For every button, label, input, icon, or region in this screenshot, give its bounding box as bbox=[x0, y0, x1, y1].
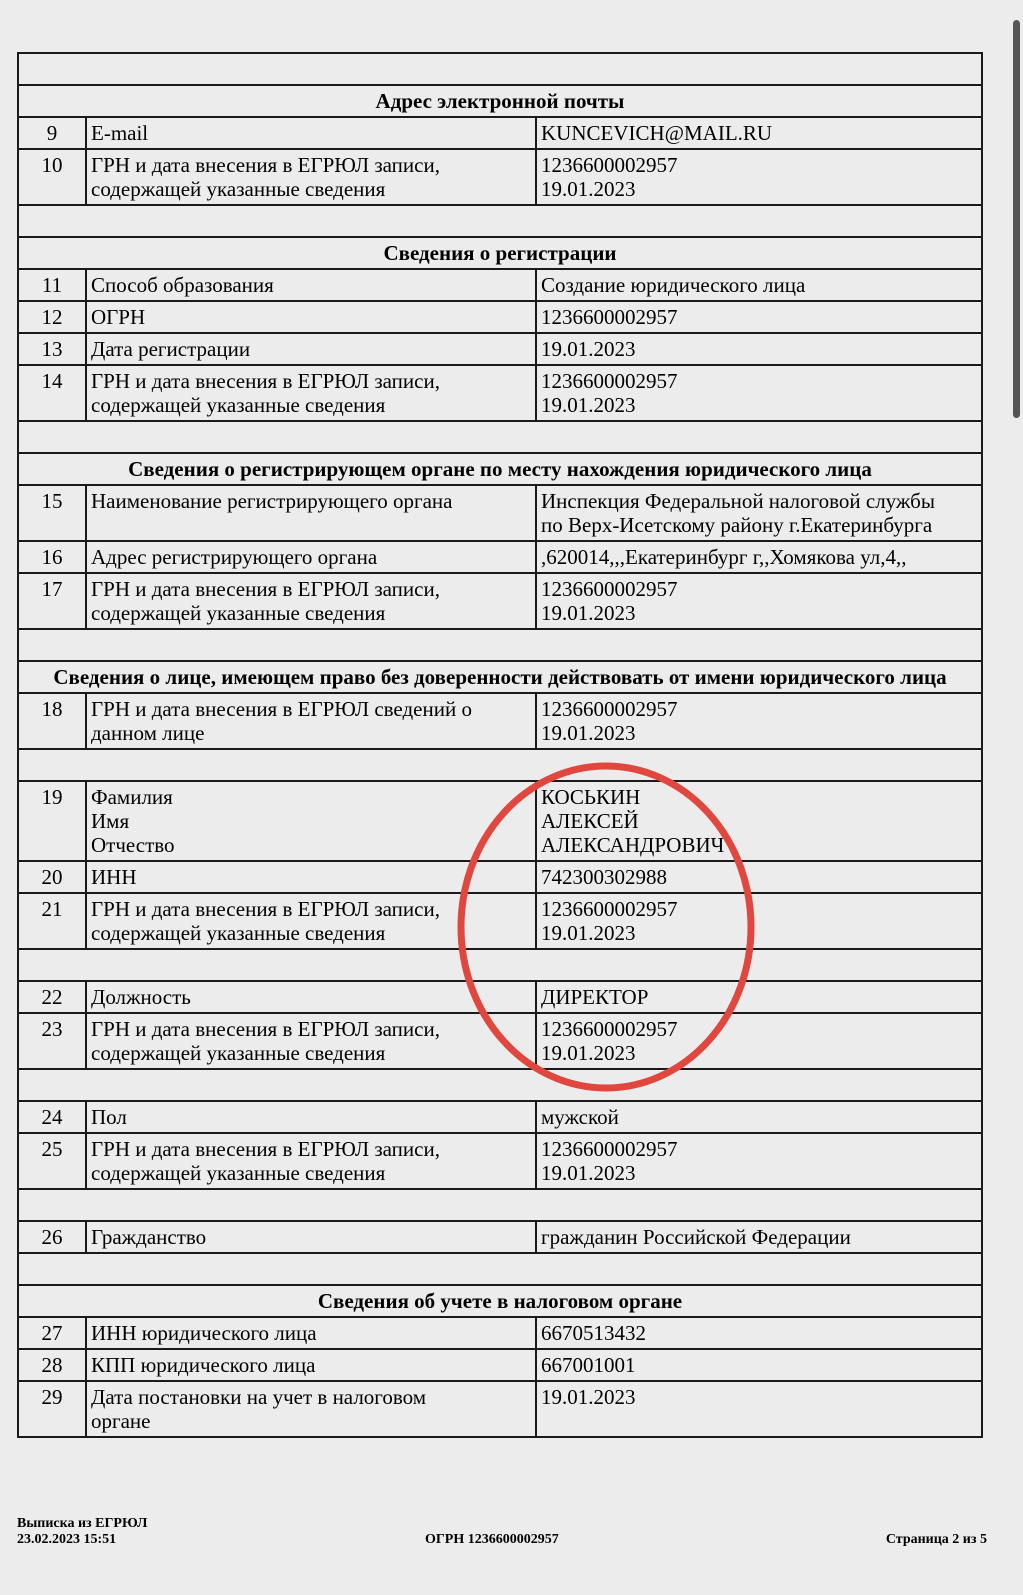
table-row bbox=[18, 861, 982, 893]
date-value: 19.01.2023 bbox=[541, 393, 636, 417]
blank-row bbox=[18, 53, 982, 85]
table-row bbox=[18, 1013, 982, 1069]
row-label: Пол bbox=[86, 1101, 536, 1133]
section-header-director bbox=[18, 661, 982, 693]
row-number: 22 bbox=[18, 981, 86, 1013]
row-value: 19.01.2023 bbox=[536, 1381, 982, 1437]
table-row bbox=[18, 1381, 982, 1437]
label-line: содержащей указанные сведения bbox=[91, 921, 386, 945]
row-number: 17 bbox=[18, 573, 86, 629]
label-line: ГРН и дата внесения в ЕГРЮЛ сведений о bbox=[91, 697, 472, 721]
table-row bbox=[18, 1101, 982, 1133]
label-line: содержащей указанные сведения bbox=[91, 1161, 386, 1185]
row-label bbox=[86, 1133, 536, 1189]
section-title: Адрес электронной почты bbox=[18, 85, 982, 117]
row-value bbox=[536, 893, 982, 949]
label-line: содержащей указанные сведения bbox=[91, 177, 386, 201]
table-row bbox=[18, 781, 982, 861]
footer-left bbox=[17, 1516, 147, 1548]
row-label bbox=[86, 149, 536, 205]
row-value bbox=[536, 149, 982, 205]
row-value: гражданин Российской Федерации bbox=[536, 1221, 982, 1253]
egrul-table bbox=[17, 52, 983, 1438]
vertical-scrollbar[interactable] bbox=[1013, 20, 1020, 418]
row-value: ,620014,,,Екатеринбург г,,Хомякова ул,4,, bbox=[536, 541, 982, 573]
table-row bbox=[18, 541, 982, 573]
label-line: органе bbox=[91, 1409, 151, 1433]
row-value bbox=[536, 573, 982, 629]
row-value: KUNCEVICH@MAIL.RU bbox=[536, 117, 982, 149]
row-label: КПП юридического лица bbox=[86, 1349, 536, 1381]
row-label: ИНН юридического лица bbox=[86, 1317, 536, 1349]
blank-row bbox=[18, 421, 982, 453]
row-value: мужской bbox=[536, 1101, 982, 1133]
row-value bbox=[536, 365, 982, 421]
row-label: Наименование регистрирующего органа bbox=[86, 485, 536, 541]
table-row bbox=[18, 693, 982, 749]
row-label: Гражданство bbox=[86, 1221, 536, 1253]
row-label bbox=[86, 573, 536, 629]
row-label bbox=[86, 781, 536, 861]
grn-value: 1236600002957 bbox=[541, 697, 678, 721]
row-number: 16 bbox=[18, 541, 86, 573]
patronymic-value: АЛЕКСАНДРОВИЧ bbox=[541, 833, 725, 857]
row-value bbox=[536, 693, 982, 749]
label-line: содержащей указанные сведения bbox=[91, 601, 386, 625]
row-number: 18 bbox=[18, 693, 86, 749]
grn-value: 1236600002957 bbox=[541, 897, 678, 921]
surname-value: КОСЬКИН bbox=[541, 785, 641, 809]
table-row bbox=[18, 1349, 982, 1381]
row-label: Адрес регистрирующего органа bbox=[86, 541, 536, 573]
table-row bbox=[18, 485, 982, 541]
egrul-extract-page bbox=[17, 52, 981, 1438]
section-title: Сведения о регистрирующем органе по месту нахождения юридического лица bbox=[18, 453, 982, 485]
row-value: 19.01.2023 bbox=[536, 333, 982, 365]
row-label: ИНН bbox=[86, 861, 536, 893]
row-number: 23 bbox=[18, 1013, 86, 1069]
surname-label: Фамилия bbox=[91, 785, 173, 809]
section-title: Сведения об учете в налоговом органе bbox=[18, 1285, 982, 1317]
grn-value: 1236600002957 bbox=[541, 577, 678, 601]
row-number: 25 bbox=[18, 1133, 86, 1189]
date-value: 19.01.2023 bbox=[541, 177, 636, 201]
section-title: Сведения о лице, имеющем право без доверенности действовать от имени юридического лица bbox=[18, 661, 982, 693]
row-number: 14 bbox=[18, 365, 86, 421]
row-label bbox=[86, 365, 536, 421]
label-line: ГРН и дата внесения в ЕГРЮЛ записи, bbox=[91, 1137, 440, 1161]
row-label: E-mail bbox=[86, 117, 536, 149]
row-value: 1236600002957 bbox=[536, 301, 982, 333]
label-line: ГРН и дата внесения в ЕГРЮЛ записи, bbox=[91, 897, 440, 921]
row-number: 11 bbox=[18, 269, 86, 301]
section-title: Сведения о регистрации bbox=[18, 237, 982, 269]
row-number: 28 bbox=[18, 1349, 86, 1381]
date-value: 19.01.2023 bbox=[541, 921, 636, 945]
row-number: 21 bbox=[18, 893, 86, 949]
label-line: ГРН и дата внесения в ЕГРЮЛ записи, bbox=[91, 369, 440, 393]
blank-row bbox=[18, 949, 982, 981]
row-number: 20 bbox=[18, 861, 86, 893]
grn-value: 1236600002957 bbox=[541, 1017, 678, 1041]
row-value: Создание юридического лица bbox=[536, 269, 982, 301]
row-number: 19 bbox=[18, 781, 86, 861]
doc-title: Выписка из ЕГРЮЛ bbox=[17, 1516, 148, 1531]
row-number: 27 bbox=[18, 1317, 86, 1349]
row-label bbox=[86, 1381, 536, 1437]
blank-row bbox=[18, 749, 982, 781]
label-line: содержащей указанные сведения bbox=[91, 1041, 386, 1065]
grn-value: 1236600002957 bbox=[541, 1137, 678, 1161]
date-value: 19.01.2023 bbox=[541, 601, 636, 625]
row-value bbox=[536, 485, 982, 541]
row-number: 26 bbox=[18, 1221, 86, 1253]
row-label bbox=[86, 1013, 536, 1069]
table-row bbox=[18, 1317, 982, 1349]
table-row bbox=[18, 365, 982, 421]
row-number: 10 bbox=[18, 149, 86, 205]
row-value bbox=[536, 1133, 982, 1189]
label-line: содержащей указанные сведения bbox=[91, 393, 386, 417]
table-row bbox=[18, 1221, 982, 1253]
row-label: Способ образования bbox=[86, 269, 536, 301]
table-row bbox=[18, 333, 982, 365]
row-label: Дата регистрации bbox=[86, 333, 536, 365]
page-number: Страница 2 из 5 bbox=[885, 1532, 987, 1547]
blank-row bbox=[18, 1069, 982, 1101]
row-label: Должность bbox=[86, 981, 536, 1013]
table-row bbox=[18, 573, 982, 629]
blank-row bbox=[18, 1189, 982, 1221]
table-row bbox=[18, 893, 982, 949]
row-label bbox=[86, 893, 536, 949]
table-row bbox=[18, 269, 982, 301]
date-value: 19.01.2023 bbox=[541, 1161, 636, 1185]
row-label: ОГРН bbox=[86, 301, 536, 333]
blank-row bbox=[18, 629, 982, 661]
row-value: ДИРЕКТОР bbox=[536, 981, 982, 1013]
row-number: 12 bbox=[18, 301, 86, 333]
label-line: данном лице bbox=[91, 721, 205, 745]
row-number: 13 bbox=[18, 333, 86, 365]
row-number: 29 bbox=[18, 1381, 86, 1437]
row-value: 742300302988 bbox=[536, 861, 982, 893]
name-label: Имя bbox=[91, 809, 130, 833]
row-value bbox=[536, 1013, 982, 1069]
blank-row bbox=[18, 205, 982, 237]
date-value: 19.01.2023 bbox=[541, 1041, 636, 1065]
name-value: АЛЕКСЕЙ bbox=[541, 809, 639, 833]
patronymic-label: Отчество bbox=[91, 833, 175, 857]
value-line: Инспекция Федеральной налоговой службы bbox=[541, 489, 935, 513]
row-value: 6670513432 bbox=[536, 1317, 982, 1349]
row-number: 9 bbox=[18, 117, 86, 149]
section-header-email bbox=[18, 85, 982, 117]
extract-datetime: 23.02.2023 15:51 bbox=[17, 1532, 117, 1547]
section-header-tax bbox=[18, 1285, 982, 1317]
section-header-reg-authority bbox=[18, 453, 982, 485]
value-line: по Верх-Исетскому району г.Екатеринбурга bbox=[541, 513, 933, 537]
label-line: Дата постановки на учет в налоговом bbox=[91, 1385, 427, 1409]
section-header-registration bbox=[18, 237, 982, 269]
grn-value: 1236600002957 bbox=[541, 369, 678, 393]
table-row bbox=[18, 301, 982, 333]
label-line: ГРН и дата внесения в ЕГРЮЛ записи, bbox=[91, 1017, 440, 1041]
row-value: 667001001 bbox=[536, 1349, 982, 1381]
row-value bbox=[536, 781, 982, 861]
row-number: 24 bbox=[18, 1101, 86, 1133]
grn-value: 1236600002957 bbox=[541, 153, 678, 177]
label-line: ГРН и дата внесения в ЕГРЮЛ записи, bbox=[91, 153, 440, 177]
row-label bbox=[86, 693, 536, 749]
date-value: 19.01.2023 bbox=[541, 721, 636, 745]
table-row bbox=[18, 1133, 982, 1189]
row-number: 15 bbox=[18, 485, 86, 541]
footer-ogrn: ОГРН 1236600002957 bbox=[425, 1532, 559, 1547]
table-row bbox=[18, 981, 982, 1013]
table-row bbox=[18, 117, 982, 149]
blank-row bbox=[18, 1253, 982, 1285]
label-line: ГРН и дата внесения в ЕГРЮЛ записи, bbox=[91, 577, 440, 601]
table-row bbox=[18, 149, 982, 205]
